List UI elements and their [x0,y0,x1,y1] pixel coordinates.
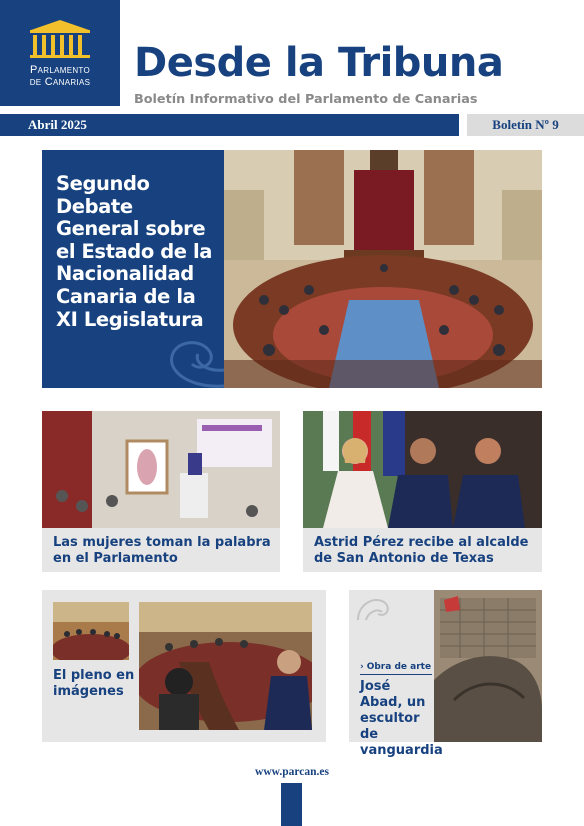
feature-headline[interactable]: Segundo Debate General sobre el Estado de la Nacionalidad Canaria de la XI Legislatura [56,172,213,331]
issue-date: Abril 2025 [28,117,87,132]
mujeres-event-image [42,411,280,528]
pleno-large-photo[interactable] [139,602,312,730]
pleno-large-image [139,602,312,730]
mujeres-caption[interactable]: Las mujeres toman la palabra en el Parlamento [53,535,271,566]
obra-kicker [360,662,431,672]
pleno-small-image [53,602,129,660]
parliament-columns-icon [27,20,93,58]
parlamento-logo[interactable] [0,0,120,106]
mujeres-event-photo[interactable] [42,411,280,528]
swirl-decoration-icon [356,592,396,622]
logo-line-1: Parlamento [30,64,90,76]
jose-abad-artwork-photo[interactable] [434,590,542,742]
astrid-caption[interactable]: Astrid Pérez recibe al alcalde de San Antonio de Texas [314,535,529,566]
jose-abad-artwork-image [434,590,542,742]
newsletter-subtitle: Boletín Informativo del Parlamento de Canarias [134,92,478,107]
chevron-right-icon: › [360,662,364,672]
obra-kicker-label: Obra de arte [366,662,432,672]
obra-title[interactable]: José Abad, un escultor de vanguardia [360,679,443,758]
pleno-caption[interactable]: El pleno en imágenes [53,668,135,699]
website-link[interactable]: www.parcan.es [255,766,329,778]
issue-number: Boletín Nº 9 [492,117,559,132]
parliament-chamber-photo[interactable] [224,150,542,388]
swirl-decoration-icon [150,330,224,388]
newsletter-title: Desde la Tribuna [134,40,504,86]
astrid-perez-photo[interactable] [303,411,542,528]
pleno-small-photo[interactable] [53,602,129,660]
obra-kicker-rule [360,674,432,675]
astrid-perez-image [303,411,542,528]
footer-bar [281,783,302,826]
parliament-chamber-image [224,150,542,388]
logo-line-2: de Canarias [29,76,91,88]
logo-text [0,64,120,88]
